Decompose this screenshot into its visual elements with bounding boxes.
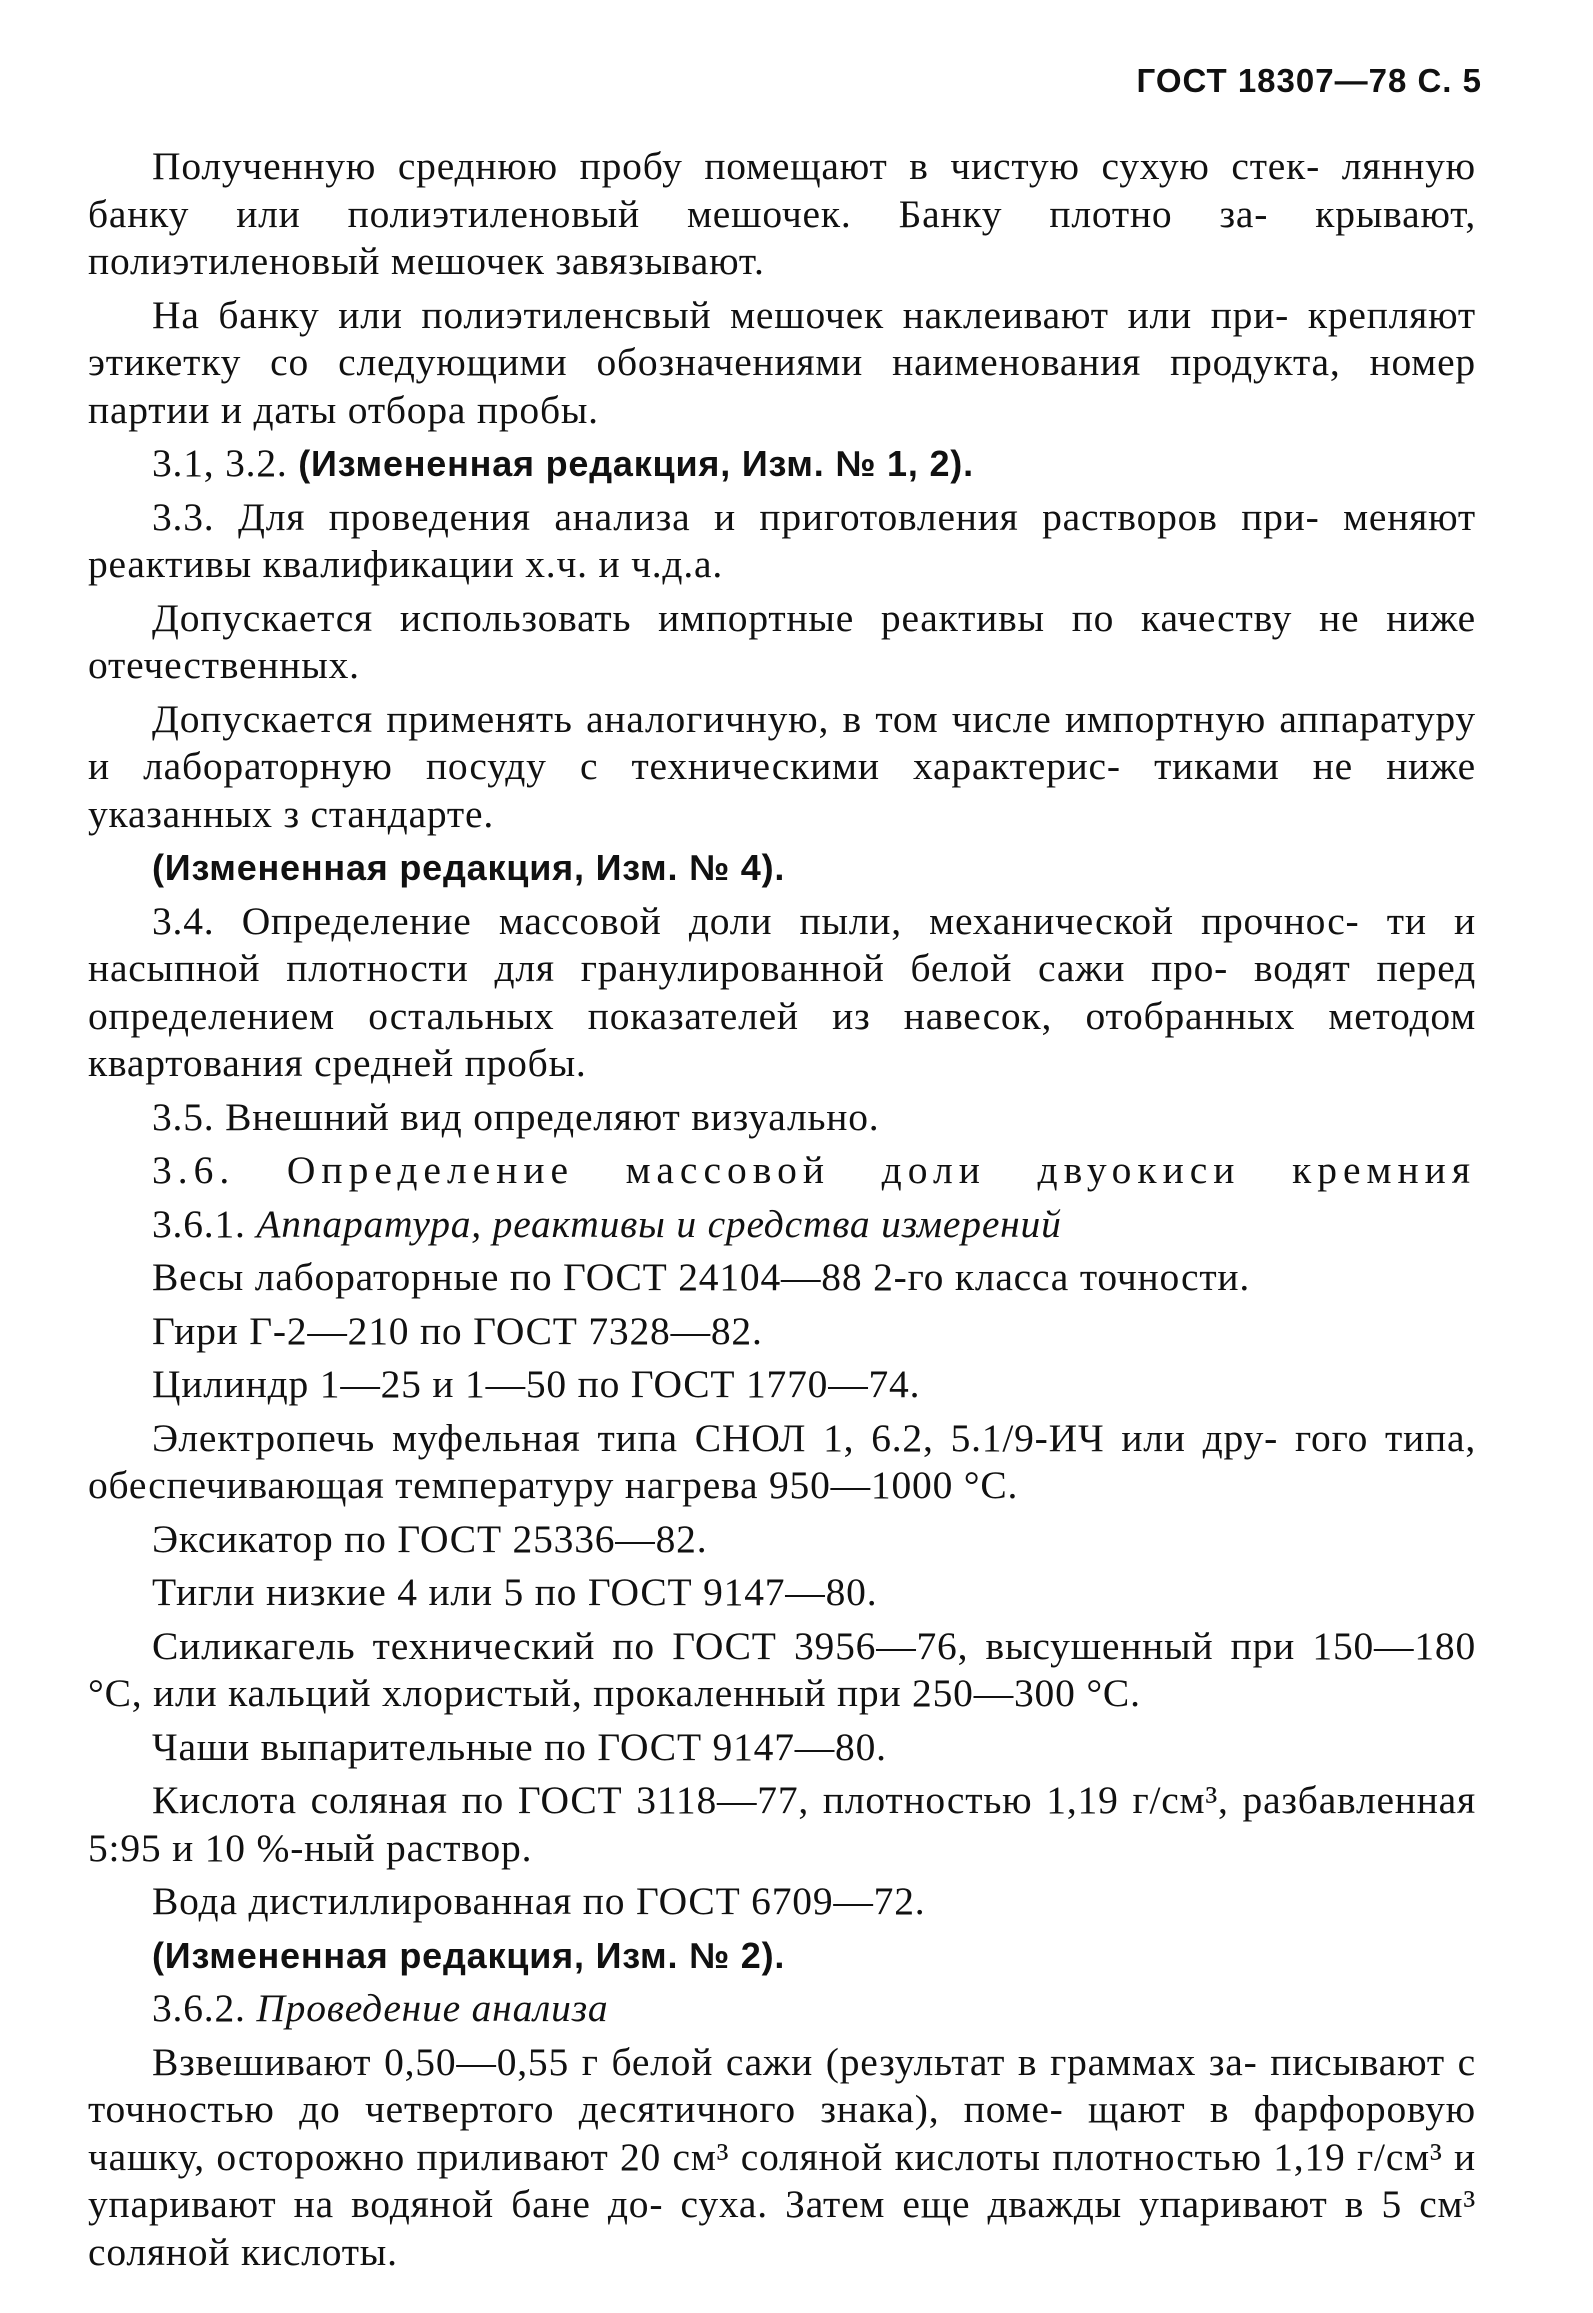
section-heading-3-6: 3.6. Определение массовой доли двуокиси кремния bbox=[152, 1148, 1476, 1192]
paragraph-3-4: 3.4. Определение массовой доли пыли, механической прочнос- ти и насыпной плотности для гранулированной белой сажи про- водят перед определением остальных показателей из навесок, отобранных методом квартования средней пробы. bbox=[88, 898, 1476, 1085]
paragraph-imported-reagents: Допускается использовать импортные реактивы по качеству не ниже отечественных. bbox=[88, 595, 1476, 687]
amendment-note-4: (Измененная редакция, Изм. № 4). bbox=[152, 847, 786, 888]
equipment-item-crucibles: Тигли низкие 4 или 5 по ГОСТ 9147—80. bbox=[152, 1570, 878, 1614]
equipment-item-desiccator: Эксикатор по ГОСТ 25336—82. bbox=[152, 1516, 708, 1561]
document-body bbox=[88, 143, 1476, 2276]
equipment-item-weights: Гири Г-2—210 по ГОСТ 7328—82. bbox=[152, 1308, 763, 1353]
amendment-note-2: (Измененная редакция, Изм. № 2). bbox=[152, 1934, 786, 1976]
equipment-item-furnace: Электропечь муфельная типа СНОЛ 1, 6.2, 5.1/9-ИЧ или дру- гого типа, обеспечивающая температуру нагрева 950—1000 °С. bbox=[88, 1415, 1476, 1507]
amendment-note-3-1: 3.1, 3.2. (Измененная редакция, Изм. № 1, 2). bbox=[152, 441, 974, 485]
paragraph-3-3: 3.3. Для проведения анализа и приготовления растворов при- меняют реактивы квалификации х.ч. и ч.д.а. bbox=[88, 494, 1476, 586]
equipment-item-dishes: Чаши выпарительные по ГОСТ 9147—80. bbox=[152, 1724, 887, 1769]
paragraph-analysis-procedure: Взвешивают 0,50—0,55 г белой сажи (результат в граммах за- писывают с точностью до четвертого десятичного знака), поме- щают в фарфоровую чашку, осторожно приливают 20 см³ соляной кислоты плотностью 1,19 г/см³ и упаривают на водяной бане до- суха. Затем еще дважды упаривают в 5 см³ соляной кислоты. bbox=[88, 2039, 1476, 2274]
paragraph-label: На банку или полиэтиленсвый мешочек наклеивают или при- крепляют этикетку со следующими обозначениями наименования продукта, номер партии и даты отбора пробы. bbox=[88, 292, 1476, 432]
paragraph-sample-storage: Полученную среднюю пробу помещают в чистую сухую стек- лянную банку или полиэтиленовый мешочек. Банку плотно за- крывают, полиэтиленовый мешочек завязывают. bbox=[88, 144, 1476, 283]
reagent-item-hydrochloric-acid: Кислота соляная по ГОСТ 3118—77, плотностью 1,19 г/см³, разбавленная 5:95 и 10 %-ный раствор. bbox=[88, 1778, 1476, 1870]
equipment-item-scales: Весы лабораторные по ГОСТ 24104—88 2-го класса точности. bbox=[152, 1255, 1251, 1299]
paragraph-3-5: 3.5. Внешний вид определяют визуально. bbox=[152, 1094, 880, 1139]
reagent-item-silica-gel: Силикагель технический по ГОСТ 3956—76, высушенный при 150—180 °С, или кальций хлористый, прокаленный при 250—300 °С. bbox=[88, 1623, 1476, 1715]
paragraph-equipment-allowance: Допускается применять аналогичную, в том числе импортную аппаратуру и лабораторную посуду с техническими характерис- тиками не ниже указанных з стандарте. bbox=[88, 696, 1476, 836]
equipment-item-cylinder: Цилиндр 1—25 и 1—50 по ГОСТ 1770—74. bbox=[152, 1362, 921, 1406]
subsection-heading-3-6-2: 3.6.2. Проведение анализа bbox=[152, 1986, 609, 2030]
reagent-item-water: Вода дистиллированная по ГОСТ 6709—72. bbox=[152, 1879, 926, 1923]
page-header: ГОСТ 18307—78 С. 5 bbox=[1136, 62, 1482, 99]
subsection-heading-3-6-1: 3.6.1. Аппаратура, реактивы и средства измерений bbox=[152, 1201, 1062, 1246]
